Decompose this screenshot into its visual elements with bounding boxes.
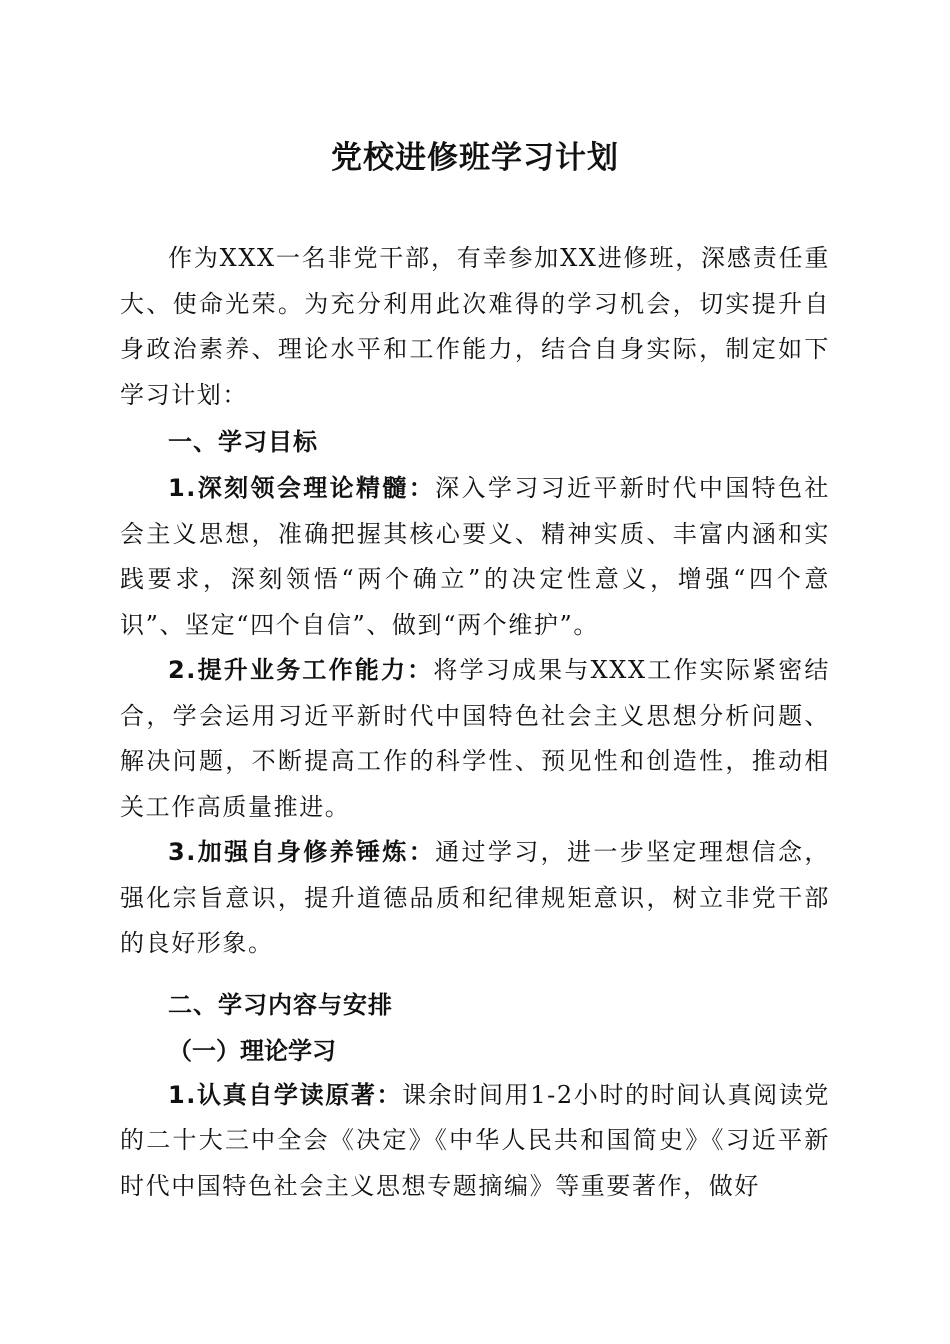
goal-item-1-lead: 1.深刻领会理论精髓：: [168, 474, 436, 502]
document-page: [120, 130, 830, 1209]
theory-item-1-text: 课余时间用1-2小时的时间认真阅读党的二十大三中全会《决定》《中华人民共和国简史》《习近平新时代中国特色社会主义思想专题摘编》等重要著作，做好: [120, 1080, 830, 1200]
goal-item-1: [120, 466, 830, 648]
theory-item-1-lead: 1.认真自学读原著：: [168, 1080, 403, 1109]
goal-item-2-lead: 2.提升业务工作能力：: [168, 656, 434, 684]
section-heading-goals: 一、学习目标: [168, 428, 318, 456]
intro-paragraph: 作为XXX一名非党干部，有幸参加XX进修班，深感责任重大、使命光荣。为充分利用此次难得的学习机会，切实提升自身政治素养、理论水平和工作能力，结合自身实际，制定如下学习计划：: [120, 244, 830, 409]
goal-item-3-lead: 3.加强自身修养锤炼：: [168, 838, 436, 866]
section-heading-content: 二、学习内容与安排: [168, 990, 393, 1019]
subsection-heading-theory: （一）理论学习: [168, 1036, 336, 1065]
goal-item-1-text: 深入学习习近平新时代中国特色社会主义思想，准确把握其核心要义、精神实质、丰富内涵和实践要求，深刻领悟“两个确立”的决定性意义，增强“四个意识”、坚定“四个自信”、做到“两个维护”。: [120, 474, 831, 639]
theory-item-1: [120, 1073, 830, 1210]
document-title: 党校进修班学习计划: [331, 140, 619, 176]
goal-item-2-text: 将学习成果与XXX工作实际紧密结合，学会运用习近平新时代中国特色社会主义思想分析问题、解决问题，不断提高工作的科学性、预见性和创造性，推动相关工作高质量推进。: [120, 656, 831, 821]
goal-item-2: [120, 648, 830, 830]
goal-item-3: [120, 830, 830, 967]
goal-item-3-text: 通过学习，进一步坚定理想信念，强化宗旨意识，提升道德品质和纪律规矩意识，树立非党干部的良好形象。: [120, 838, 831, 957]
